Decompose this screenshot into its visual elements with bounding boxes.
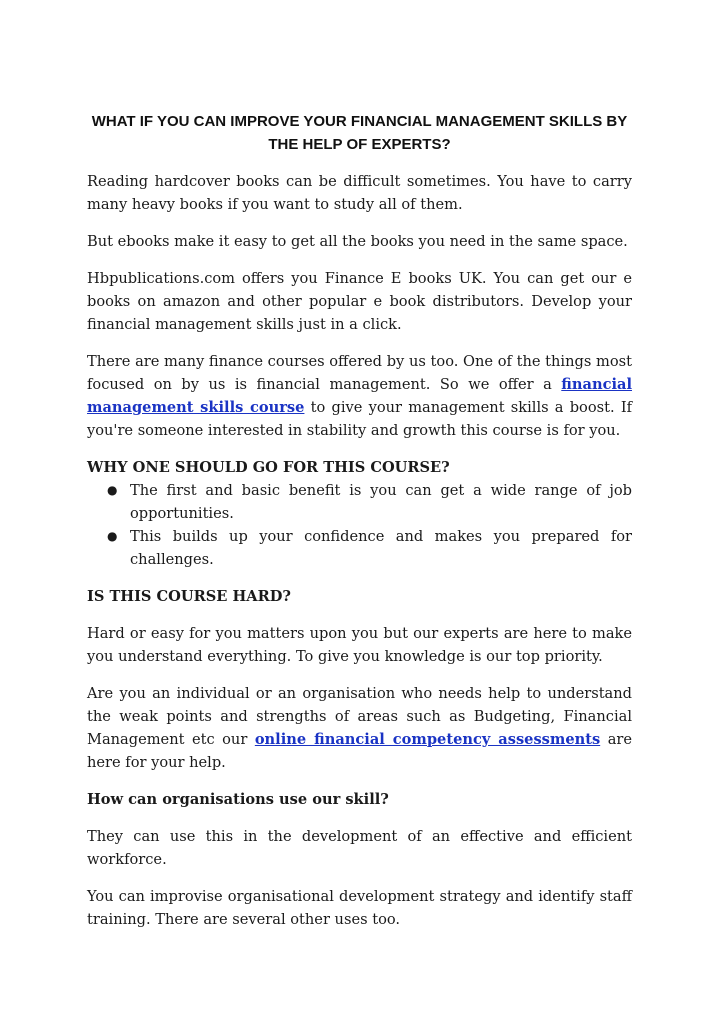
- paragraph-finance-courses-text-after: to give your management skills a boost. If you're someone interested in stability and growth this course is for you.: [87, 399, 633, 439]
- paragraph-finance-courses: [87, 350, 632, 442]
- paragraph-assessments-text-after: are here for your help.: [87, 731, 633, 771]
- document-page: [87, 110, 632, 945]
- paragraph-assessments: [87, 682, 632, 774]
- paragraph-strategy: You can improvise organisational development strategy and identify staff training. There are several other uses too.: [87, 888, 632, 928]
- online-financial-competency-assessments-link[interactable]: online financial competency assessments: [254, 731, 601, 748]
- paragraph-finance-courses-text-before: There are many finance courses offered by us too. One of the things most focused on by us is financial management. So we offer a: [87, 353, 632, 393]
- paragraph-ebooks: But ebooks make it easy to get all the books you need in the same space.: [87, 233, 628, 250]
- paragraph-workforce: They can use this in the development of an effective and efficient workforce.: [87, 828, 632, 868]
- benefits-list: [87, 479, 632, 571]
- paragraph-hardcover: Reading hardcover books can be difficult sometimes. You have to carry many heavy books if you want to study all of them.: [87, 173, 632, 213]
- paragraph-hbpublications: Hbpublications.com offers you Finance E books UK. You can get our e books on amazon and other popular e book distributors. Develop your financial management skills just in a click.: [87, 270, 632, 333]
- paragraph-assessments-text-before: Are you an individual or an organisation who needs help to understand the weak points and strengths of areas such as Budgeting, Financial Management etc our: [87, 685, 632, 748]
- list-item-text: The first and basic benefit is you can get a wide range of job opportunities.: [130, 482, 632, 522]
- why-course-heading: WHY ONE SHOULD GO FOR THIS COURSE?: [87, 459, 450, 476]
- list-item: [87, 525, 632, 571]
- paragraph-course-hard: Hard or easy for you matters upon you but our experts are here to make you understand everything. To give you knowledge is our top priority.: [87, 625, 632, 665]
- bullet-icon: ●: [107, 529, 118, 543]
- list-item: [87, 479, 632, 525]
- financial-management-skills-course-link[interactable]: financial management skills course: [87, 376, 632, 416]
- list-item-text: This builds up your confidence and makes you prepared for challenges.: [130, 528, 632, 568]
- course-hard-heading: IS THIS COURSE HARD?: [87, 588, 291, 605]
- document-title: WHAT IF YOU CAN IMPROVE YOUR FINANCIAL MANAGEMENT SKILLS BY THE HELP OF EXPERTS?: [91, 113, 628, 153]
- bullet-icon: ●: [107, 483, 118, 497]
- organisations-heading: How can organisations use our skill?: [87, 791, 389, 808]
